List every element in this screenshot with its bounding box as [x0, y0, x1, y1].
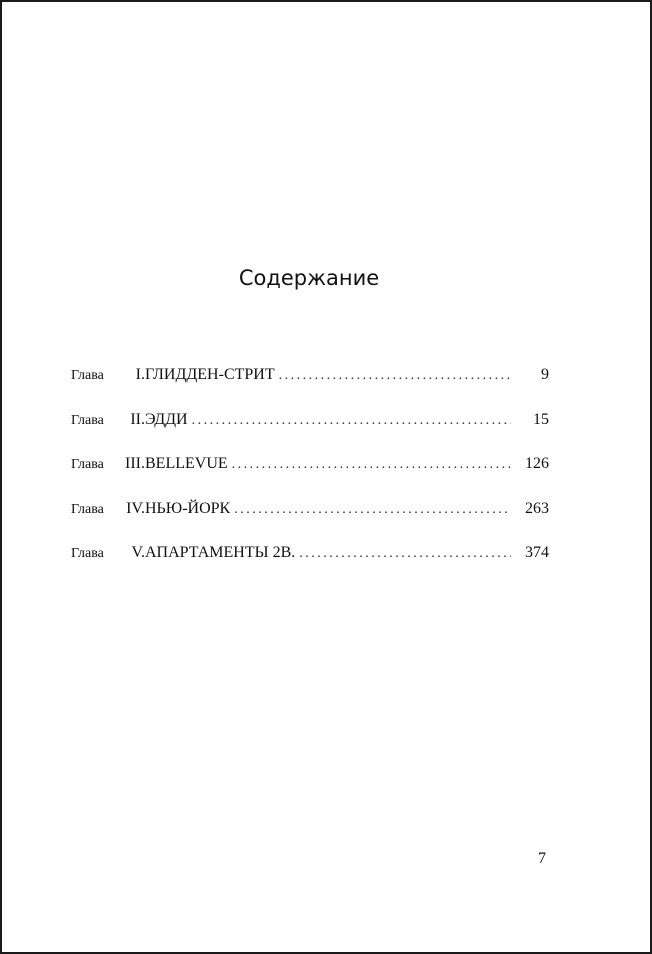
chapter-title: BELLEVUE	[145, 455, 228, 472]
dot-leader	[279, 368, 511, 384]
dot-leader	[234, 502, 511, 518]
chapter-title: ЭДДИ	[145, 410, 188, 428]
contents-title: Содержание	[238, 266, 380, 290]
page-number: 7	[538, 850, 546, 867]
chapter-number: III.	[125, 455, 145, 472]
toc-entry-2	[71, 411, 549, 456]
chapter-word: Глава	[71, 368, 104, 383]
toc-entry-1	[71, 366, 549, 411]
chapter-page: 126	[525, 455, 549, 472]
chapter-number: V.	[131, 544, 145, 561]
dot-leader	[299, 546, 511, 562]
chapter-title: НЬЮ-ЙОРК	[145, 499, 231, 517]
chapter-word: Глава	[71, 501, 104, 517]
chapter-page: 263	[525, 499, 549, 517]
chapter-title: ГЛИДДЕН-СТРИТ	[145, 366, 275, 383]
chapter-number: II.	[130, 410, 145, 428]
dot-leader	[232, 457, 511, 473]
toc-entry-4	[71, 500, 549, 545]
chapter-title: АПАРТАМЕНТЫ 2B.	[145, 544, 296, 561]
toc-entry-5	[71, 544, 549, 589]
chapter-word: Глава	[71, 412, 104, 428]
table-of-contents	[71, 366, 549, 589]
chapter-page: 9	[541, 366, 549, 383]
chapter-number: IV.	[126, 499, 145, 517]
chapter-page: 15	[533, 410, 549, 428]
toc-entry-3	[71, 455, 549, 500]
dot-leader	[192, 413, 511, 429]
chapter-number: I.	[135, 366, 145, 383]
chapter-page: 374	[525, 544, 549, 561]
chapter-word: Глава	[71, 546, 104, 561]
chapter-word: Глава	[71, 457, 104, 472]
